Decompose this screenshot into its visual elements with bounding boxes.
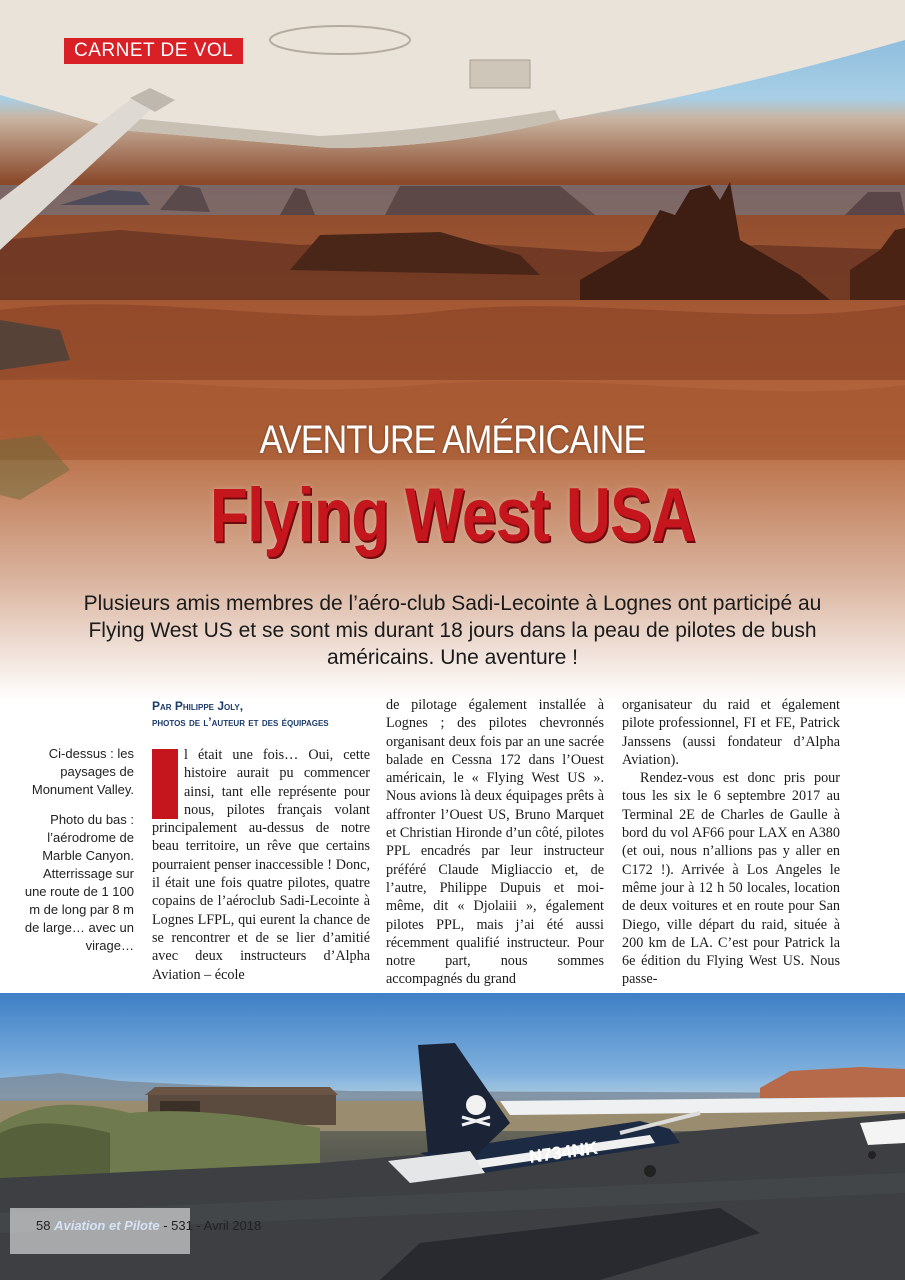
photo-caption — [22, 745, 134, 967]
magazine-name: Aviation et Pilote — [54, 1218, 160, 1233]
byline-author: Par Philippe Joly, — [152, 699, 244, 713]
page-number: 58 — [36, 1218, 51, 1233]
page-folio — [36, 1218, 261, 1233]
drop-cap — [152, 749, 178, 819]
column-2-text: de pilotage également installée à Lognes ; des pilotes chevronnés organisant deux fois par an une sacrée balade en Cessna 172 dans l’Ouest américain, le « Flying West US ». Nous avions là deux équipages prêts à affronter l’Ouest US, Bruno Marquet et Christian Hironde d’un côté, pilotes PPL encadrés par leur instructeur préféré Claude Migliaccio et, de l’autre, Philippe Dupuis et moi-même, dit « Djolaiii », également pilotes PPL, mais j’ai été aussi récemment qualifié instructeur. Pour notre part, nous sommes accompagnés du grand — [386, 697, 604, 988]
article-column-1 — [152, 746, 370, 984]
column-1-text: l était une fois… Oui, cette histoire aurait pu commencer ainsi, tant elle représente pour nous, pilotes français volant principalement au-dessus de notre beau territoire, un rêve que certains pourraient penser inaccessible ! Donc, il était une fois quatre pilotes, quatre copains de l’aéroclub Sadi-Lecointe à Lognes LFPL, qui eurent la chance de se rencontrer et de se lier d’amitié avec deux instructeurs d’Alpha Aviation – école — [152, 747, 370, 983]
caption-bottom: Photo du bas : l’aérodrome de Marble Canyon. Atterrissage sur une route de 1 100 m de long par 8 m de large… avec un virage… — [24, 812, 134, 953]
column-3-paragraph-2: Rendez-vous est donc pris pour tous les six le 6 septembre 2017 au Terminal 2E de Charles de Gaulle à bord du vol AF66 pour LAX en A380 (et oui, nous n’allions pas y aller en C172 !). Arrivée à Los Angeles le même jour à 12 h 50 locales, location de deux voitures et en route pour San Diego, ville départ du raid, située à 200 km de LA. C’est pour Patrick la 6e édition du Flying West US. Nous passe- — [622, 770, 840, 988]
byline-photos: photos de l’auteur et des équipages — [152, 715, 329, 729]
article-column-2 — [386, 696, 604, 989]
article-standfirst: Plusieurs amis membres de l’aéro-club Sadi-Lecointe à Lognes ont participé au Flying West US et se sont mis durant 18 jours dans la peau de pilotes de bush américains. Une aventure ! — [83, 592, 822, 669]
article-title: Flying West USA — [209, 473, 696, 558]
article-kicker: AVENTURE AMÉRICAINE — [259, 418, 646, 462]
column-3-paragraph-1: organisateur du raid et également pilote professionnel, FI et FE, Patrick Janssens (aussi fondateur d’Alpha Aviation). — [622, 697, 840, 768]
article-column-3 — [622, 696, 840, 989]
section-tag: CARNET DE VOL — [64, 38, 243, 64]
byline — [152, 698, 372, 730]
aircraft-registration: N734NK — [527, 1137, 599, 1167]
caption-top: Ci-dessus : les paysages de Monument Valley. — [31, 746, 134, 797]
issue-info: - 531 - Avril 2018 — [163, 1218, 262, 1233]
